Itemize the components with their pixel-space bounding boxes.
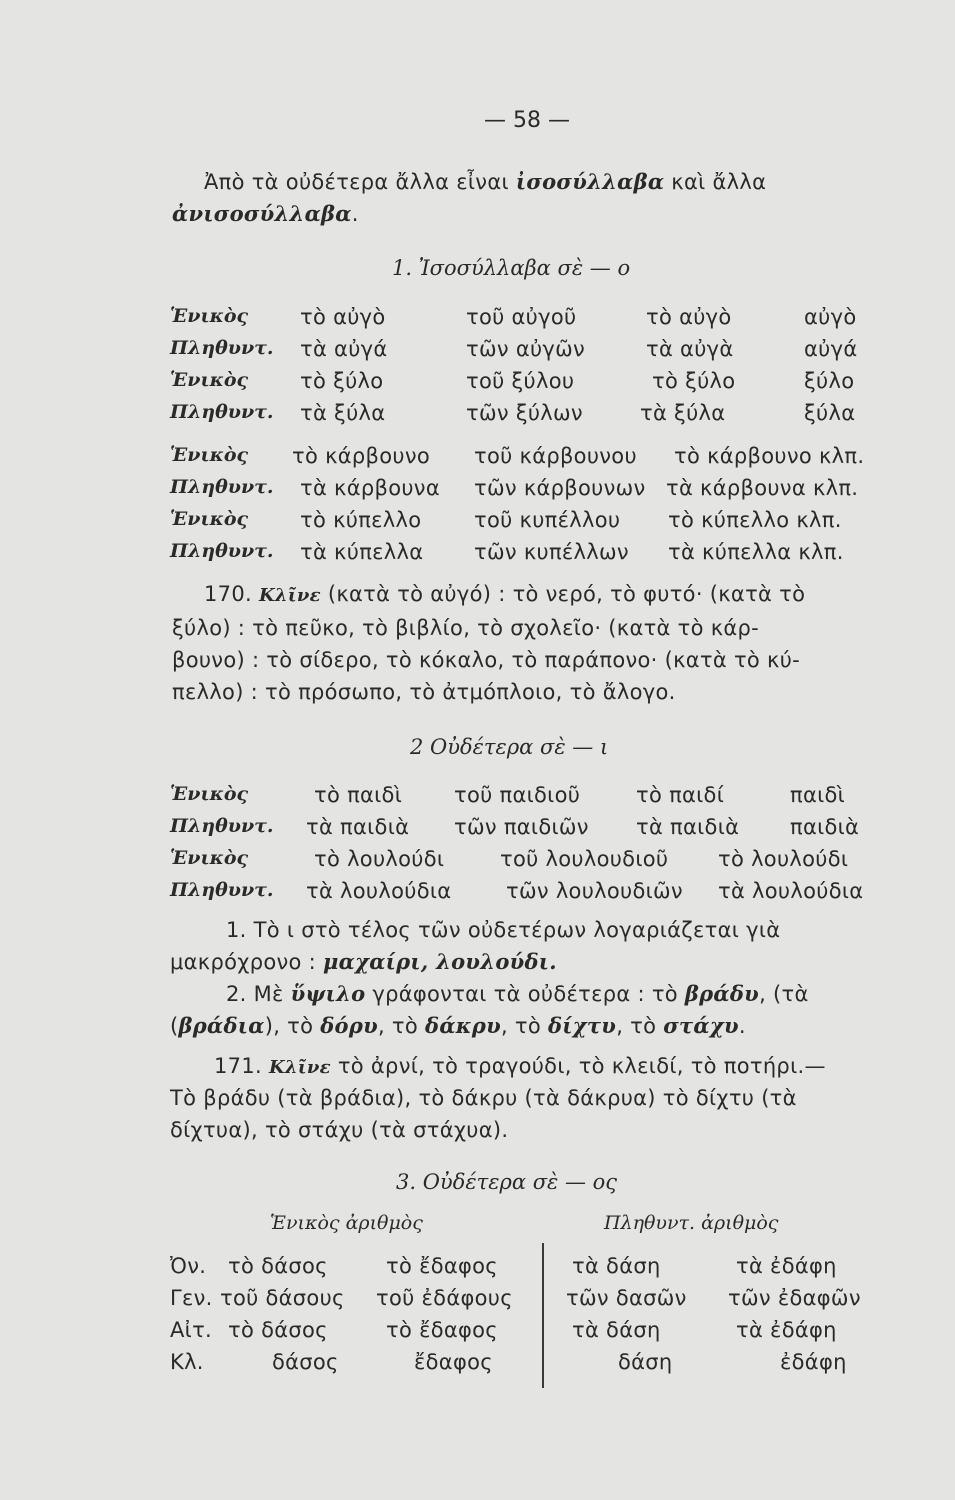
table-cell: τὸ παιδί: [636, 783, 725, 807]
table-cell: αὐγά: [804, 337, 858, 361]
row-label: Ἑνικὸς: [170, 847, 249, 869]
row-label: Ἑνικὸς: [170, 305, 249, 327]
exercise-line: [172, 578, 805, 612]
exercise-text: τὸ ἀρνί, τὸ τραγούδι, τὸ κλειδί, τὸ ποτήρι.—: [330, 1054, 826, 1078]
table-cell: τὸ παιδὶ: [314, 783, 403, 807]
table-cell: τὸ δάσος: [228, 1318, 328, 1342]
note-text: 2. Μὲ: [226, 982, 291, 1006]
note-term: βράδυ: [684, 981, 760, 1006]
exercise-kline: Κλῖνε: [258, 585, 321, 606]
table-cell: τὰ κάρβουνα κλπ.: [666, 476, 859, 500]
case-label: Αἰτ.: [170, 1318, 212, 1342]
table-cell: ξύλα: [804, 401, 856, 425]
note-1-line-1: 1. Τὸ ι στὸ τέλος τῶν οὐδετέρων λογαριάζεται γιὰ: [226, 918, 781, 942]
row-label: Πληθυντ.: [170, 401, 274, 423]
table-cell: δάση: [618, 1350, 673, 1374]
note-term: βράδια: [178, 1013, 265, 1038]
table-cell: τὰ κάρβουνα: [300, 476, 440, 500]
note-1-pre: μακρόχρονο :: [170, 950, 323, 974]
table-cell: τοῦ ἐδάφους: [376, 1286, 513, 1310]
note-term: δόρυ: [320, 1013, 378, 1038]
note-term: δάκρυ: [425, 1013, 501, 1038]
intro-term-anisosyllaba: ἀνισοσύλλαβα: [172, 201, 352, 226]
table-cell: τὰ δάση: [572, 1318, 661, 1342]
note-text: , τὸ: [616, 1014, 664, 1038]
note-text: , (τὰ: [759, 982, 809, 1006]
note-1-line-2: [170, 948, 557, 976]
row-label: Πληθυντ.: [170, 337, 274, 359]
table-cell: τῶν ξύλων: [466, 401, 583, 425]
table-cell: τὰ παιδιὰ: [306, 815, 410, 839]
table-cell: παιδὶ: [790, 783, 846, 807]
table-cell: τὸ αὐγὸ: [646, 305, 732, 329]
section-3-title: 3. Οὐδέτερα σὲ — ος: [396, 1170, 618, 1194]
intro-term-isosyllaba: ἰσοσύλλαβα: [515, 169, 665, 194]
note-2-line-2: (βράδια), τὸ δόρυ, τὸ δάκρυ, τὸ δίχτυ, τὸ στάχυ.: [170, 1013, 746, 1038]
intro-pre: Ἀπὸ τὰ οὐδέτερα ἄλλα εἶναι: [204, 170, 516, 194]
table-cell: τὰ παιδιὰ: [636, 815, 740, 839]
case-label: Ὀν.: [170, 1254, 207, 1278]
table-cell: τὸ δάσος: [228, 1254, 328, 1278]
table-cell: τὸ ξύλο: [300, 369, 384, 393]
table-cell: τὰ αὐγὰ: [646, 337, 734, 361]
table-cell: τὸ κύπελλο: [300, 508, 422, 532]
case-label: Γεν.: [170, 1286, 213, 1310]
note-1-example: μαχαίρι, λουλούδι.: [322, 949, 557, 974]
exercise-number: 170.: [204, 582, 252, 606]
table-cell: τοῦ δάσους: [220, 1286, 345, 1310]
row-label: Ἑνικὸς: [170, 508, 249, 530]
table-cell: τὰ κύπελλα: [300, 540, 424, 564]
table-cell: τοῦ ξύλου: [466, 369, 575, 393]
table-cell: τῶν δασῶν: [566, 1286, 687, 1310]
intro-mid: καὶ ἄλλα: [664, 170, 767, 194]
table-cell: τὸ κάρβουνο: [292, 444, 430, 468]
table-cell: αὐγὸ: [804, 305, 857, 329]
exercise-kline: Κλῖνε: [268, 1057, 331, 1078]
exercise-171-line-3: δίχτυα), τὸ στάχυ (τὰ στάχυα).: [170, 1118, 509, 1142]
table-cell: δάσος: [272, 1350, 339, 1374]
intro-post: .: [351, 202, 359, 226]
table-cell: τὰ δάση: [572, 1254, 661, 1278]
intro-line-2: [172, 200, 359, 228]
case-label: Κλ.: [170, 1350, 204, 1374]
table-cell: τὸ κάρβουνο κλπ.: [674, 444, 865, 468]
note-text: .: [738, 1014, 746, 1038]
exercise-171-line-1: [214, 1052, 826, 1082]
table-cell: τὰ ξύλα: [640, 401, 726, 425]
section-2-title: 2 Οὐδέτερα σὲ — ι: [410, 735, 609, 759]
table-cell: τοῦ κυπέλλου: [474, 508, 621, 532]
exercise-text: (κατὰ τὸ αὐγό) : τὸ νερό, τὸ φυτό· (κατὰ τὸ: [320, 582, 806, 606]
row-label: Πληθυντ.: [170, 540, 274, 562]
table-cell: τοῦ αὐγοῦ: [466, 305, 577, 329]
table-cell: ἐδάφη: [780, 1350, 847, 1374]
note-term: στάχυ: [663, 1013, 739, 1038]
table-cell: τῶν ἐδαφῶν: [728, 1286, 861, 1310]
exercise-170: [172, 578, 805, 708]
table-cell: παιδιὰ: [790, 815, 860, 839]
table-cell: τοῦ κάρβουνου: [474, 444, 637, 468]
row-label: Πληθυντ.: [170, 476, 274, 498]
exercise-line: ξύλο) : τὸ πεῦκο, τὸ βιβλίο, τὸ σχολεῖο· (κατὰ τὸ κάρ-: [172, 616, 760, 640]
table-cell: τὰ ἐδάφη: [736, 1318, 837, 1342]
note-term: ὕψιλο: [290, 981, 366, 1006]
singular-heading: Ἑνικὸς ἀριθμὸς: [270, 1212, 423, 1234]
table-cell: ἔδαφος: [414, 1350, 493, 1374]
table-cell: τῶν κάρβουνων: [474, 476, 646, 500]
note-text: , τὸ: [377, 1014, 426, 1038]
note-text: , τὸ: [500, 1014, 548, 1038]
note-term: δίχτυ: [548, 1013, 617, 1038]
table-cell: τὰ λουλούδια: [306, 879, 452, 903]
intro-line-1: [204, 168, 766, 196]
table-cell: τὰ ξύλα: [300, 401, 386, 425]
exercise-171-line-2: Τὸ βράδυ (τὰ βράδια), τὸ δάκρυ (τὰ δάκρυα) τὸ δίχτυ (τὰ: [170, 1086, 797, 1110]
table-cell: τὸ λουλούδι: [718, 847, 849, 871]
table-cell: τὸ λουλούδι: [314, 847, 445, 871]
note-2-line-1: [226, 980, 809, 1008]
table-cell: τὰ λουλούδια: [718, 879, 864, 903]
exercise-line: πελλο) : τὸ πρόσωπο, τὸ ἀτμόπλοιο, τὸ ἄλογο.: [172, 680, 676, 704]
table-cell: τῶν παιδιῶν: [454, 815, 589, 839]
row-label: Πληθυντ.: [170, 879, 274, 901]
row-label: Ἑνικὸς: [170, 783, 249, 805]
plural-heading: Πληθυντ. ἀριθμὸς: [604, 1212, 779, 1234]
row-label: Πληθυντ.: [170, 815, 274, 837]
table-cell: τοῦ παιδιοῦ: [454, 783, 581, 807]
table-cell: τὸ ξύλο: [652, 369, 736, 393]
table-cell: τῶν αὐγῶν: [466, 337, 586, 361]
row-label: Ἑνικὸς: [170, 444, 249, 466]
section-1-title: 1. Ἰσοσύλλαβα σὲ — ο: [392, 256, 631, 280]
table-cell: τὸ ἔδαφος: [386, 1254, 498, 1278]
page-number: — 58 —: [484, 108, 570, 133]
table-cell: τῶν λουλουδιῶν: [506, 879, 683, 903]
table-cell: τὰ ἐδάφη: [736, 1254, 837, 1278]
table-cell: ξύλο: [804, 369, 855, 393]
table-cell: τοῦ λουλουδιοῦ: [500, 847, 669, 871]
row-label: Ἑνικὸς: [170, 369, 249, 391]
table-cell: τὸ κύπελλο κλπ.: [668, 508, 842, 532]
table-cell: τῶν κυπέλλων: [474, 540, 629, 564]
note-text: ), τὸ: [264, 1014, 321, 1038]
exercise-line: βουνο) : τὸ σίδερο, τὸ κόκαλο, τὸ παράπονο· (κατὰ τὸ κύ-: [172, 648, 801, 672]
table-cell: τὰ αὐγά: [300, 337, 388, 361]
exercise-number: 171.: [214, 1054, 262, 1078]
table-cell: τὸ ἔδαφος: [386, 1318, 498, 1342]
table-cell: τὰ κύπελλα κλπ.: [668, 540, 844, 564]
note-text: γράφονται τὰ οὐδέτερα : τὸ: [365, 982, 685, 1006]
column-divider: [542, 1243, 544, 1388]
table-cell: τὸ αὐγὸ: [300, 305, 386, 329]
